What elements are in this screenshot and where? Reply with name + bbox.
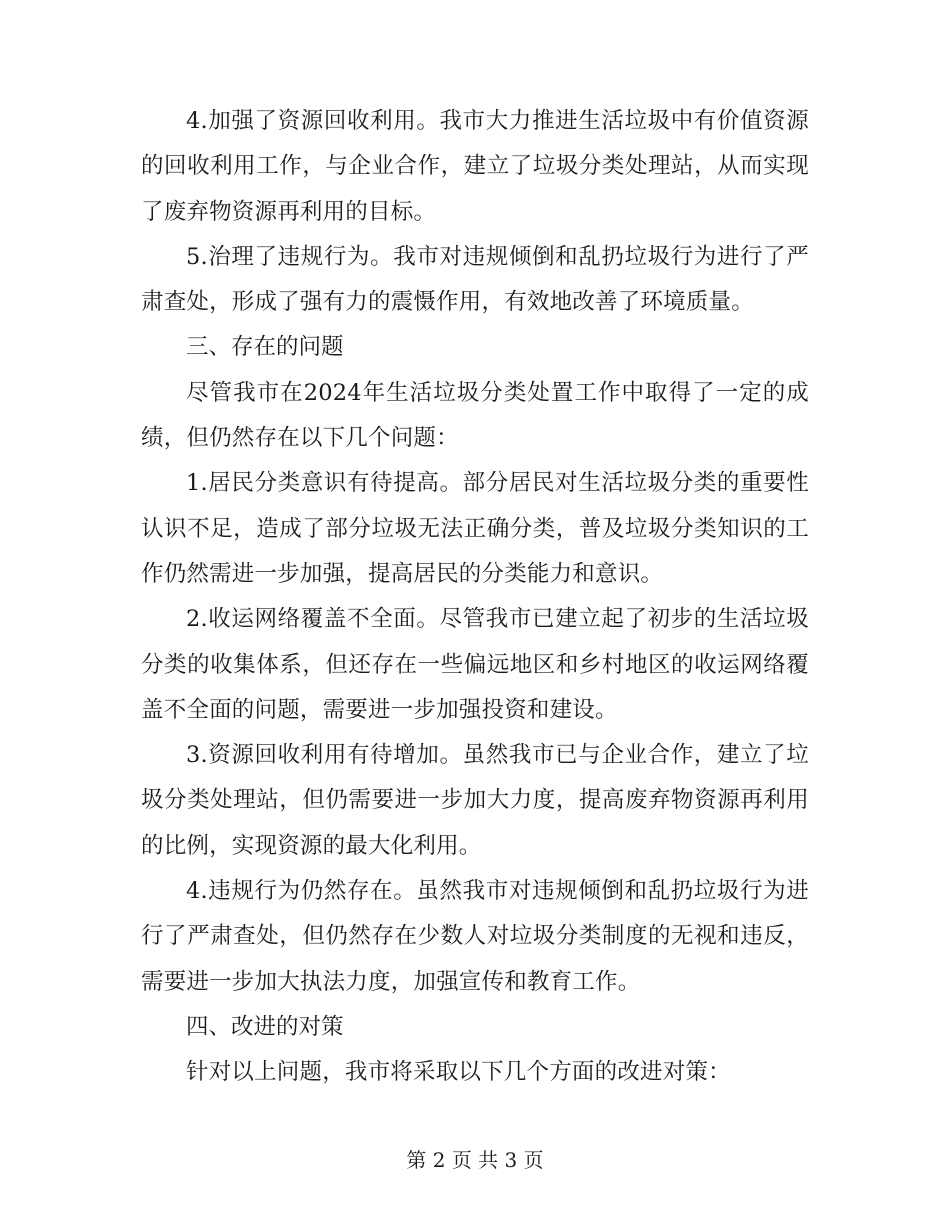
paragraph-violations-handled: 5.治理了违规行为。我市对违规倾倒和乱扔垃圾行为进行了严肃查处，形成了强有力的震慑作用，有效地改善了环境质量。 [141, 243, 809, 316]
paragraph-resource-recycling: 4.加强了资源回收利用。我市大力推进生活垃圾中有价值资源的回收利用工作，与企业合作，建立了垃圾分类处理站，从而实现了废弃物资源再利用的目标。 [141, 108, 809, 225]
paragraph-problem-violations: 4.违规行为仍然存在。虽然我市对违规倾倒和乱扔垃圾行为进行了严肃查处，但仍然存在少数人对垃圾分类制度的无视和违反，需要进一步加大执法力度，加强宣传和教育工作。 [141, 878, 809, 995]
paragraph-measures-intro: 针对以上问题，我市将采取以下几个方面的改进对策： [186, 1059, 731, 1086]
section-heading-problems: 三、存在的问题 [186, 334, 344, 361]
paragraph-problem-recycling: 3.资源回收利用有待增加。虽然我市已与企业合作，建立了垃圾分类处理站，但仍需要进一步加大力度，提高废弃物资源再利用的比例，实现资源的最大化利用。 [141, 742, 809, 859]
page-number-label: 第 2 页 共 3 页 [406, 1148, 544, 1172]
page-footer [0, 1148, 950, 1172]
paragraph-problem-network: 2.收运网络覆盖不全面。尽管我市已建立起了初步的生活垃圾分类的收集体系，但还存在一些偏远地区和乡村地区的收运网络覆盖不全面的问题，需要进一步加强投资和建设。 [141, 606, 809, 723]
document-body [141, 99, 809, 1096]
paragraph-problems-intro: 尽管我市在2024年生活垃圾分类处置工作中取得了一定的成绩，但仍然存在以下几个问题： [141, 379, 809, 452]
section-heading-measures: 四、改进的对策 [186, 1013, 344, 1040]
paragraph-problem-awareness: 1.居民分类意识有待提高。部分居民对生活垃圾分类的重要性认识不足，造成了部分垃圾无法正确分类，普及垃圾分类知识的工作仍然需进一步加强，提高居民的分类能力和意识。 [141, 470, 809, 587]
